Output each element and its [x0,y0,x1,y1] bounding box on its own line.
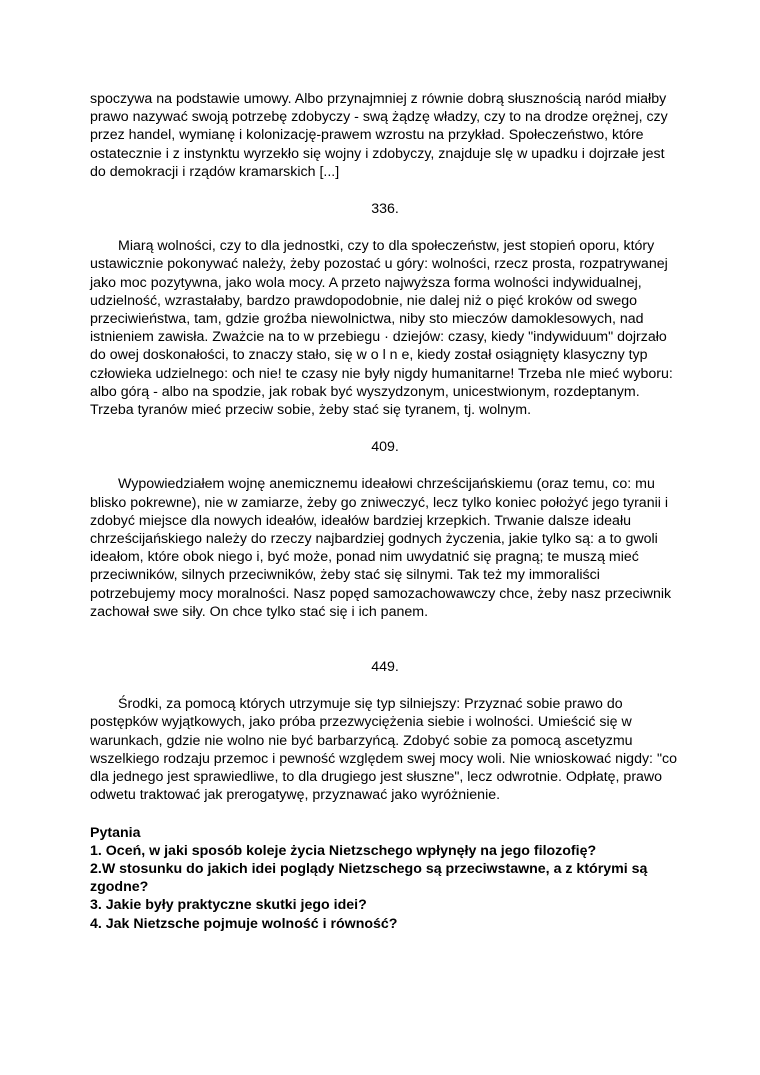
question-item: 1. Oceń, w jaki sposób koleje życia Nietzschego wpłynęły na jego filozofię? [90,842,597,859]
document-page [90,90,680,933]
section-text-336: Miarą wolności, czy to dla jednostki, czy to dla społeczeństw, jest stopień oporu, który ustawicznie pokonywać należy, żeby pozostać u góry: wolności, rzecz prosta, rozpatrywanej jako moc pozytywna, jako wola mocy. A przeto najwyższa forma wolności indywidualnej, udzielność, wzrastałaby, bardzo prawdopodobnie, nie dalej niż o pięć kroków od swego przeciwieństwa, tam, gdzie groźba niewolnictwa, niby sto mieczów damoklesowych, nad istnieniem zawisła. Zważcie na to w przebiegu · dziejów: czasy, kiedy "indywiduum" dojrzało do owej doskonałości, to znaczy stało, się w o l n e, kiedy został osiągnięty klasyczny typ człowieka udzielnego: och nie! te czasy nie były nigdy humanitarne! Trzeba nIe mieć wyboru: albo górą - albo na spodzie, jak robak być wyszydzonym, unicestwionym, rozdeptanym. Trzeba tyranów mieć przeciw sobie, żeby stać się tyranem, tj. wolnym. [90,238,673,419]
question-item: 3. Jakie były praktyczne skutki jego idei? [90,897,367,914]
questions-heading: Pytania [90,824,141,841]
section-number-449: 449. [371,659,399,676]
section-number-336: 336. [371,201,399,218]
section-number-409: 409. [371,439,399,456]
questions-block [90,824,680,933]
section-text-409: Wypowiedziałem wojnę anemicznemu ideałowi chrześcijańskiemu (oraz temu, co: mu blisko pokrewne), nie w zamiarze, żeby go zniweczyć, lecz tylko koniec położyć jego tyranii i zdobyć miejsce dla nowych ideałów, ideałów bardziej krzepkich. Trwanie dalsze ideału chrześcijańskiego należy do rzeczy najbardziej godnych życzenia, jakie tylko są: a to gwoli ideałom, które obok niego i, być może, ponad nim uwydatnić się pragną; te muszą mieć przeciwników, silnych przeciwników, żeby stać się silnymi. Tak też my immoraliści potrzebujemy mocy moralności. Nasz popęd samozachowawczy chce, żeby nasz przeciwnik zachował swe siły. On chce tylko stać się i ich panem. [90,476,672,620]
section-text-449: Środki, za pomocą których utrzymuje się typ silniejszy: Przyznać sobie prawo do postępków wyjątkowych, jako próba przezwyciężenia siebie i wolności. Umieścić się w warunkach, gdzie nie wolno nie być barbarzyńcą. Zdobyć sobie za pomocą ascetyzmu wszelkiego rodzaju przemoc i pewność względem swej mocy woli. Nie wnioskować nigdy: "co dla jednego jest sprawiedliwe, to dla drugiego jest słuszne", lecz odwrotnie. Odpłatę, prawo odwetu traktować jak prerogatywę, przyznawać jako wyróżnienie. [90,696,677,804]
question-item: 4. Jak Nietzsche pojmuje wolność i równość? [90,915,398,932]
intro-paragraph: spoczywa na podstawie umowy. Albo przynajmniej z równie dobrą słusznością naród miałby prawo nazywać swoją potrzebę zdobyczy - swą żądzę władzy, czy to na drodze orężnej, czy przez handel, wymianę i kolonizację-prawem wzrostu na przykład. Społeczeństwo, które ostatecznie i z instynktu wyrzekło się wojny i zdobyczy, znajduje slę w upadku i dojrzałe jest do demokracji i rządów kramarskich [...] [90,91,668,180]
question-item: 2.W stosunku do jakich idei poglądy Nietzschego są przeciwstawne, a z którymi są zgodne? [90,860,648,896]
